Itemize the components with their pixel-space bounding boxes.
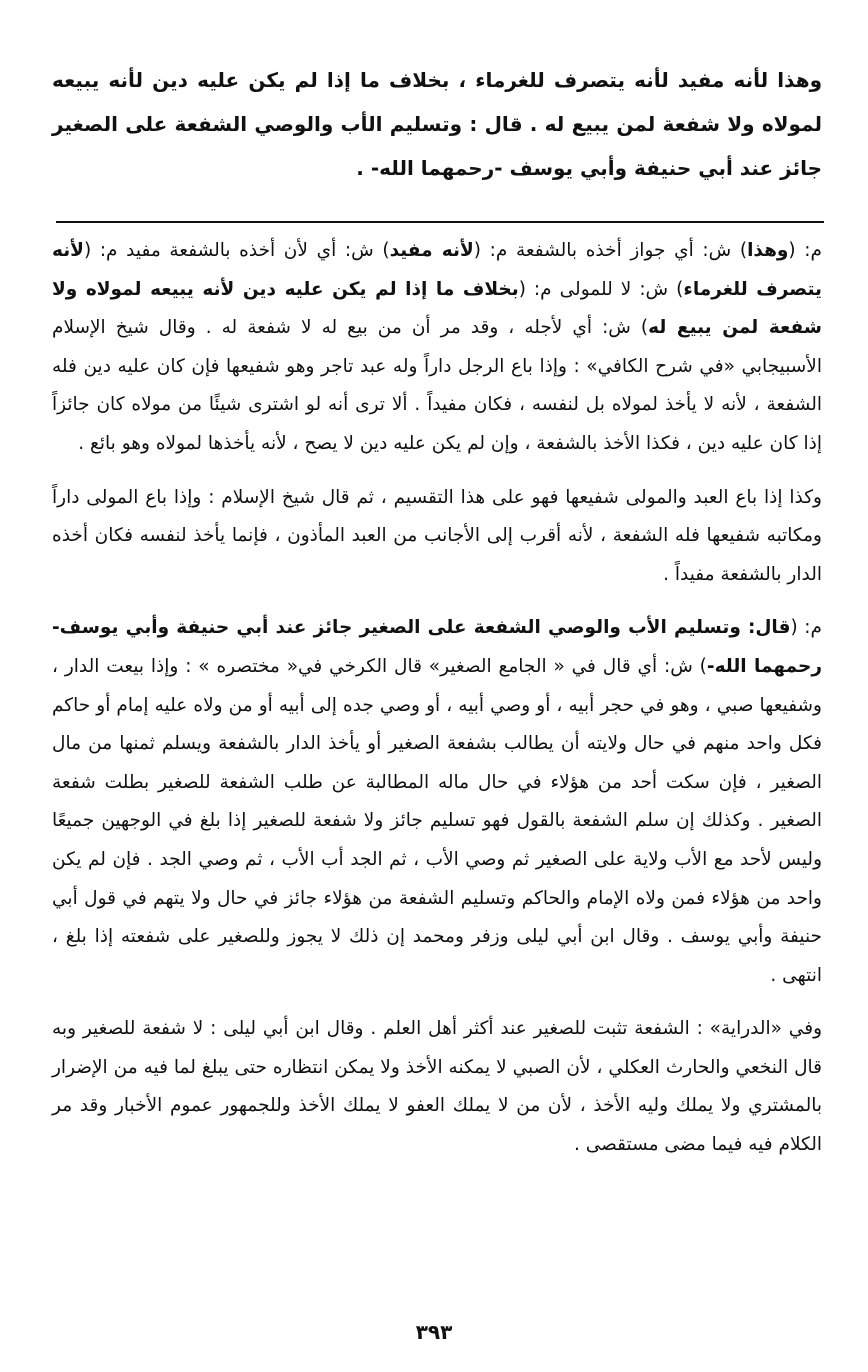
main-text: وهذا لأنه مفيد لأنه يتصرف للغرماء ، بخلاف ما إذا لم يكن عليه دين لأنه يبيعه لمولاه ولا شفعة لمن يبيع له . قال : وتسليم الأب والوصي الشفعة على الصغير جائز عند أبي حنيفة وأبي يوسف -رحمهما الله- . bbox=[52, 68, 822, 180]
commentary-text: ) ش: أي لأجله ، وقد مر أن من بيع له لا شفعة له . وقال شيخ الإسلام الأسبيجابي «في شرح الكافي» : وإذا باع الرجل داراً وله عبد تاجر وهو شفيعها فإن كان عليه دين فله الشفعة ، لأنه لا يأخذ لمولاه بل لنفسه ، فكان مفيداً . ألا ترى أنه لو اشترى شيئًا من مولاه كان جائزاً إذا كان عليه دين ، فكذا الأخذ بالشفعة ، وإن لم يكن عليه دين لا يصح ، لأنه يأخذها لمولاه وهو بائع . bbox=[52, 317, 822, 454]
quoted-text: قال: وتسليم الأب والوصي الشفعة على الصغير جائز عند أبي حنيفة وأبي يوسف- رحمهما الله- bbox=[52, 617, 822, 677]
commentary-paragraph-4: وفي «الدراية» : الشفعة تثبت للصغير عند أكثر أهل العلم . وقال ابن أبي ليلى : لا شفعة للصغير وبه قال النخعي والحارث العكلي ، لأن الصبي لا يمكنه الأخذ ولا يمكن انتظاره حتى يبلغ لما فيه من الإضرار بالمشتري ولا يملك وليه الأخذ ، لأن من لا يملك العفو لا يملك الأخذ وللجمهور عموم الأخبار وقد مر الكلام فيه فيما مضى مستقصى . bbox=[52, 1018, 822, 1156]
quoted-text: وهذا bbox=[747, 240, 789, 261]
commentary-paragraph-2: وكذا إذا باع العبد والمولى شفيعها فهو على هذا التقسيم ، ثم قال شيخ الإسلام : وإذا باع المولى داراً ومكاتبه شفيعها فله الشفعة ، لأنه أقرب إلى الأجانب من العبد المأذون ، فإنما يأخذ لنفسه فكان أخذه الدار بالشفعة مفيداً . bbox=[52, 486, 822, 585]
commentary-text: ) ش: أي جواز أخذه بالشفعة م: ( bbox=[473, 240, 748, 261]
commentary-section bbox=[52, 232, 822, 1165]
commentary-paragraph-1 bbox=[52, 232, 822, 464]
commentary-text: ) ش: لا للمولى م: ( bbox=[518, 278, 684, 300]
quoted-text: لأنه مفيد bbox=[389, 240, 474, 261]
text-divider-line bbox=[56, 221, 824, 223]
commentary-text: ) ش: أي لأن أخذه بالشفعة مفيد م: ( bbox=[83, 240, 390, 261]
page-number: ٣٩٣ bbox=[415, 1320, 453, 1344]
commentary-text: ) ش: أي قال في « الجامع الصغير» قال الكرخي في« مختصره » : وإذا بيعت الدار ، وشفيعها صبي ، وهو في حجر أبيه ، أو وصي أبيه ، أو وصي جده إلى أبيه أو من ولاه عليه إمام أو حاكم فكل واحد منهم في حال ولايته أن يطالب بشفعة الصغير أو يأخذ الدار بالشفعة ويسلم ثمنها من مال الصغير ، فإن سكت أحد من هؤلاء في حال ماله المطالبة عن طلب الشفعة للصغير بطلت شفعة الصغير . وكذلك إن سلم الشفعة بالقول فهو تسليم جائز ولا شفعة للصغير إذا بلغ في الوجهين جميعًا وليس لأحد مع الأب ولاية على الصغير ثم وصي الأب ، ثم الجد أب الأب ، ثم وصي الجد . فإن لم يكن واحد من هؤلاء فمن ولاه الإمام والحاكم وتسليم الشفعة من هؤلاء جائز في حال ولا يتهم في قول أبي حنيفة وأبي يوسف . وقال ابن أبي ليلى وزفر ومحمد إن ذلك لا يجوز وللصغير على شفعته إذا بلغ ، انتهى . bbox=[52, 655, 822, 986]
marker: م: ( bbox=[790, 617, 822, 639]
marker: م: ( bbox=[788, 240, 822, 261]
quoted-text: لأنه يتصرف للغرماء bbox=[52, 240, 822, 300]
commentary-paragraph-3 bbox=[52, 609, 822, 995]
quoted-text: بخلاف ما إذا لم يكن عليه دين لأنه يبيعه لمولاه ولا شفعة لمن يبيع له bbox=[52, 278, 822, 339]
